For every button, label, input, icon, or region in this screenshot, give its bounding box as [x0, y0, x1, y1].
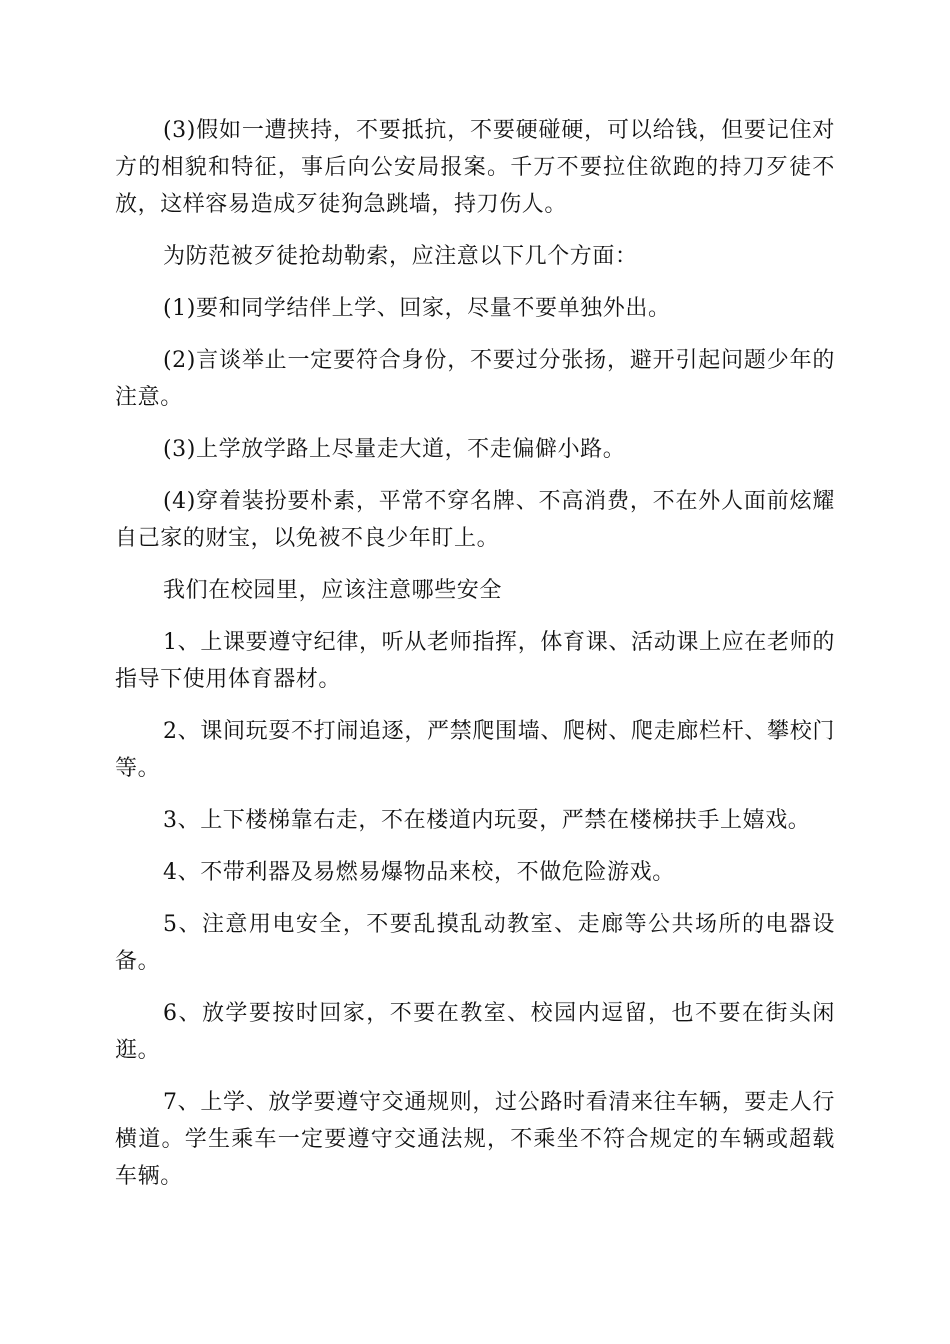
paragraph-campus-rule-5: 5、注意用电安全，不要乱摸乱动教室、走廊等公共场所的电器设备。: [115, 912, 835, 974]
document-body: [115, 112, 835, 1210]
paragraph-campus-rule-7: 7、上学、放学要遵守交通规则，过公路时看清来往车辆，要走人行横道。学生乘车一定要遵守交通法规，不乘坐不符合规定的车辆或超载车辆。: [115, 1090, 835, 1189]
paragraph-campus-rule-4: 4、不带利器及易燃易爆物品来校，不做危险游戏。: [163, 860, 675, 885]
paragraph-campus-rule-3: 3、上下楼梯靠右走，不在楼道内玩耍，严禁在楼梯扶手上嬉戏。: [163, 808, 811, 833]
paragraph-prevention-2: (2)言谈举止一定要符合身份，不要过分张扬，避开引起问题少年的注意。: [115, 348, 835, 410]
paragraph-hostage-advice: (3)假如一遭挟持，不要抵抗，不要硬碰硬，可以给钱，但要记住对方的相貌和特征，事后向公安局报案。千万不要拉住欲跑的持刀歹徒不放，这样容易造成歹徒狗急跳墙，持刀伤人。: [115, 118, 835, 217]
paragraph-campus-rule-6: 6、放学要按时回家，不要在教室、校园内逗留，也不要在街头闲逛。: [115, 1001, 835, 1063]
paragraph-campus-rule-1: 1、上课要遵守纪律，听从老师指挥，体育课、活动课上应在老师的指导下使用体育器材。: [115, 630, 835, 692]
paragraph-prevention-1: (1)要和同学结伴上学、回家，尽量不要单独外出。: [163, 296, 671, 321]
paragraph-prevention-4: (4)穿着装扮要朴素，平常不穿名牌、不高消费，不在外人面前炫耀自己家的财宝，以免被不良少年盯上。: [115, 489, 835, 551]
paragraph-campus-rule-2: 2、课间玩耍不打闹追逐，严禁爬围墙、爬树、爬走廊栏杆、攀校门等。: [115, 719, 835, 781]
paragraph-campus-safety-heading: 我们在校园里，应该注意哪些安全: [163, 578, 503, 603]
paragraph-robbery-prevention-intro: 为防范被歹徒抢劫勒索，应注意以下几个方面：: [163, 244, 638, 269]
paragraph-prevention-3: (3)上学放学路上尽量走大道，不走偏僻小路。: [163, 437, 626, 462]
